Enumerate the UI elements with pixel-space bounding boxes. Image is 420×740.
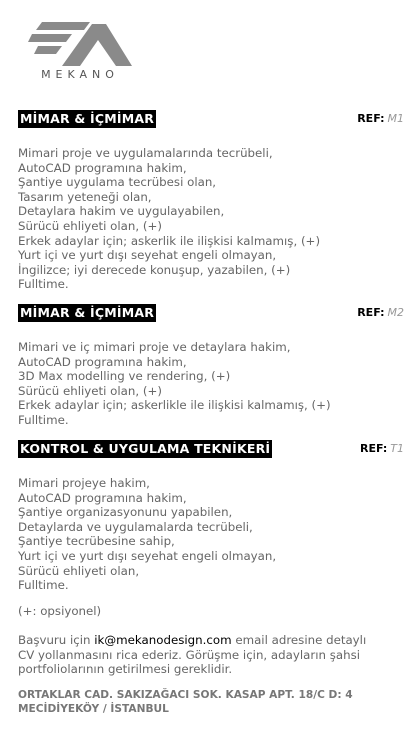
requirement-line: AutoCAD programına hakim, (18, 160, 187, 175)
requirement-line: Erkek adaylar için; askerlik ile ilişkisi kalmamış, (+) (18, 233, 321, 248)
requirement-line: Detaylara hakim ve uygulayabilen, (18, 204, 225, 219)
application-info (18, 633, 404, 677)
ref-label: REF: (359, 442, 388, 455)
requirement-line: Sürücü ehliyeti olan, (+) (18, 383, 162, 398)
address-line: MECİDİYEKÖY / İSTANBUL (18, 703, 169, 715)
ref-code: M1 (387, 112, 404, 125)
ref-code: T1 (390, 442, 404, 455)
requirement-line: Detaylarda ve uygulamalarda tecrübeli, (18, 519, 253, 534)
requirement-line: AutoCAD programına hakim, (18, 354, 187, 369)
job-title: KONTROL & UYGULAMA TEKNİKERİ (20, 441, 271, 456)
requirement-line: Sürücü ehliyeti olan, (+) (18, 218, 162, 233)
ref-label: REF: (357, 306, 385, 319)
requirement-line: Fulltime. (18, 578, 69, 593)
requirement-line: Yurt içi ve yurt dışı seyehat engeli olmayan, (18, 548, 277, 563)
job-requirements (18, 146, 404, 292)
job-header (18, 304, 404, 324)
job-header (18, 440, 404, 460)
job-ref (357, 306, 404, 319)
requirement-line: Erkek adaylar için; askerlikle ile ilişkisi kalmamış, (+) (18, 398, 331, 413)
requirement-line: Mimari ve iç mimari proje ve detaylara hakim, (18, 340, 291, 354)
application-prefix: Başvuru için (18, 633, 95, 647)
brand-name: MEKANO (41, 68, 119, 81)
application-line: portfoliolarının getirilmesi gereklidir. (18, 662, 233, 677)
job-title: MİMAR & İÇMİMAR (20, 111, 155, 126)
requirement-line: AutoCAD programına hakim, (18, 490, 187, 505)
job-ref (360, 442, 404, 455)
requirement-line: Şantiye uygulama tecrübesi olan, (18, 175, 217, 190)
requirement-line: Fulltime. (18, 277, 69, 292)
job-ref (357, 112, 404, 125)
email-link[interactable]: ik@mekanodesign.com (94, 633, 232, 647)
job-header (18, 110, 404, 130)
job-listing-m2 (18, 304, 404, 428)
logo-mountain (62, 24, 132, 66)
requirement-line: İngilizce; iyi derecede konuşup, yazabilen, (+) (18, 262, 291, 277)
requirement-line: 3D Max modelling ve rendering, (+) (18, 369, 231, 384)
application-line (18, 633, 404, 648)
logo-bar-bottom (34, 46, 62, 54)
requirement-line: Yurt içi ve yurt dışı seyehat engeli olmayan, (18, 248, 277, 263)
ref-label: REF: (357, 112, 385, 125)
requirement-line: Fulltime. (18, 412, 69, 427)
logo-bar-top (36, 22, 90, 30)
application-line: CV yollanmasını rica ederiz. Görüşme için, adayların şahsi (18, 647, 360, 662)
application-suffix: email adresine detaylı (231, 633, 367, 647)
requirement-line: Şantiye tecrübesine sahip, (18, 534, 175, 549)
job-listing-m1 (18, 110, 404, 292)
requirement-line: Tasarım yeteneği olan, (18, 189, 152, 204)
job-requirements (18, 340, 404, 428)
address-line: ORTAKLAR CAD. SAKIZAĞACI SOK. KASAP APT. 18/C D: 4 (18, 689, 353, 701)
logo-bar-middle (28, 34, 72, 42)
optional-note: (+: opsiyonel) (18, 604, 102, 618)
job-title: MİMAR & İÇMİMAR (20, 305, 155, 320)
job-requirements (18, 476, 404, 593)
company-address (18, 688, 353, 716)
requirement-line: Sürücü ehliyeti olan, (18, 563, 140, 578)
requirement-line: Mimari projeye hakim, (18, 476, 150, 490)
ref-code: M2 (387, 306, 404, 319)
job-listing-t1 (18, 440, 404, 593)
requirement-line: Mimari proje ve uygulamalarında tecrübeli, (18, 146, 273, 160)
requirement-line: Şantiye organizasyonunu yapabilen, (18, 505, 233, 520)
